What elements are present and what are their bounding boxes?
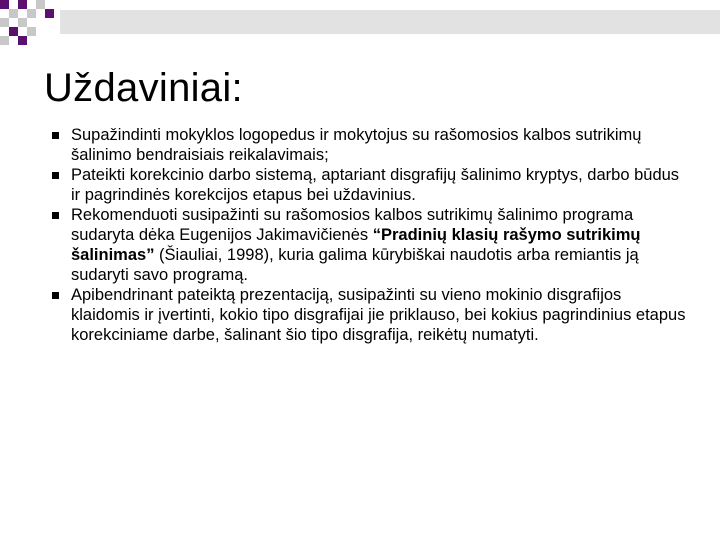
header-decoration-square — [0, 36, 9, 45]
bullet-item — [52, 165, 692, 205]
square-bullet-icon — [52, 132, 59, 139]
header-decoration-square — [27, 9, 36, 18]
header-decoration-bar — [60, 10, 720, 34]
header-decoration-square — [18, 18, 27, 27]
header-decoration-square — [18, 36, 27, 45]
bullet-item — [52, 125, 692, 165]
header-decoration — [0, 0, 720, 50]
slide-title: Uždaviniai: — [44, 66, 243, 110]
bullet-list — [52, 125, 692, 345]
bullet-text: Apibendrinant pateiktą prezentaciją, susipažinti su vieno mokinio disgrafijos klaidomis ir įvertinti, kokio tipo disgrafijai jie priklauso, bei kokius pagrindinius etapus korekciniame darbe, šalinant šio tipo disgrafija, reikėtų numatyti. — [71, 286, 686, 344]
bullet-text: Pateikti korekcinio darbo sistemą, aptariant disgrafijų šalinimo kryptys, darbo būdus ir pagrindinės korekcijos etapus bei uždavinius. — [71, 166, 680, 204]
header-decoration-square — [18, 0, 27, 9]
bullet-text: Rekomenduoti susipažinti su rašomosios kalbos sutrikimų šalinimo programa sudaryta dėka Eugenijos Jakimavičienės — [71, 206, 634, 244]
header-decoration-square — [45, 9, 54, 18]
square-bullet-icon — [52, 212, 59, 219]
bullet-item — [52, 285, 692, 345]
square-bullet-icon — [52, 172, 59, 179]
header-decoration-square — [27, 27, 36, 36]
header-decoration-square — [36, 0, 45, 9]
header-decoration-square — [0, 18, 9, 27]
bullet-item — [52, 205, 692, 285]
header-decoration-square — [9, 9, 18, 18]
header-decoration-square — [9, 27, 18, 36]
bullet-text: (Šiauliai, 1998), kuria galima kūrybiškai naudotis arba remiantis ją sudaryti savo programą. — [71, 246, 639, 284]
program-title: “Pradinių klasių rašymo sutrikimų šalinimas” — [71, 226, 641, 264]
header-decoration-square — [0, 0, 9, 9]
square-bullet-icon — [52, 292, 59, 299]
bullet-text: Supažindinti mokyklos logopedus ir mokytojus su rašomosios kalbos sutrikimų šalinimo bendraisiais reikalavimais; — [71, 126, 642, 164]
